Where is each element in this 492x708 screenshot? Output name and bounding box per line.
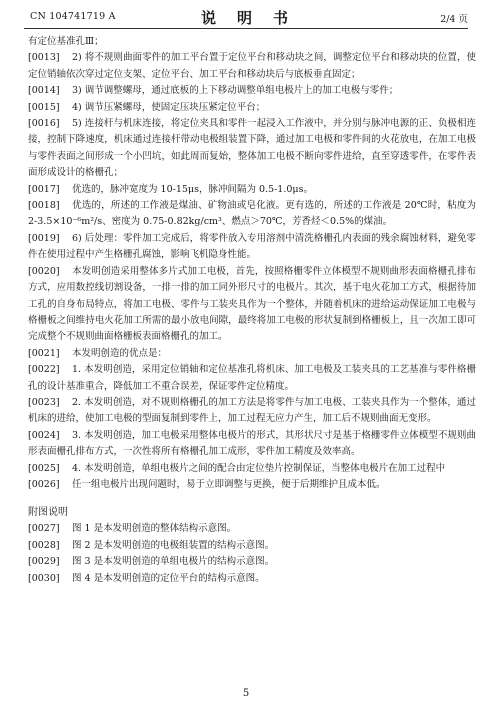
page-indicator: 2/4 页 [440,14,468,25]
paragraph-number: [0022] [28,364,60,376]
paragraph-0016 [28,116,476,182]
paragraph-text: 本发明创造采用整体多片式加工电极，首先，按照格栅零件立体模型不规则曲形表面格栅孔排布方式，应用数控线切割设备，一排一排的加工同外形尺寸的电极片。其次，基于电火花加工方式，根据待加工孔的自身布局特点，将加工电极、零件与工装夹具作为一个整体，并随着机床的进给运动保证加工电极与格栅板之间维持电火花加工所需的最小放电间隙，最终将加工电极的形状复制到格栅板上，且一次加工即可完成整个不规则曲面格栅板表面格栅孔的加工。 [28,265,476,343]
figure-text: 图 1 是本发明创造的整体结构示意图。 [72,523,237,535]
paragraph-text: 3) 调节调整螺母，通过底板的上下移动调整单组电极片上的加工电极与零件； [72,85,399,97]
paragraph-number: [0026] [28,478,60,490]
document-body [28,34,476,587]
paragraph-text: 5) 连接杆与机床连接，将定位夹具和零件一起浸入工作液中，并分别与脉冲电源的正、负极相连接，控制下降速度，机床通过连接杆带动电极组装置下降，通过加工电极和零件间的火花放电，在加工电极与零件表面之间形成一个小凹坑，如此周而复始，整体加工电极不断向零件进给，直至穿透零件，在零件表面形成设计的格栅孔； [28,118,476,179]
document-number: CN 104741719 A [30,11,116,22]
header-divider [24,28,468,29]
figure-description-0028 [28,538,476,554]
figure-text: 图 4 是本发明创造的定位平台的结构示意图。 [72,572,265,584]
paragraph-text: 2. 本发明创造，对不规则格栅孔的加工方法是将零件与加工电极、工装夹具作为一个整体，通过机床的进给，使加工电极的型面复制到零件上，加工过程无应力产生，加工后不规则曲面无变形。 [28,396,476,425]
paragraph-text: 4) 调节压紧螺母，使固定压块压紧定位平台； [72,101,266,113]
paragraph-0020 [28,264,476,346]
paragraph-number: [0018] [28,200,60,212]
paragraph-text: 4. 本发明创造，单组电极片之间的配合由定位垫片控制保证，当整体电极片在加工过程中 [72,462,446,474]
paragraph-text: 1. 本发明创造，采用定位销轴和定位基准孔将机床、加工电极及工装夹具的工艺基准与零件格栅孔的设计基准重合，降低加工不重合误差，保证零件定位精度。 [28,364,476,392]
figure-description-0030 [28,571,476,587]
paragraph-text: 6) 后处理：零件加工完成后，将零件放入专用溶剂中清洗格栅孔内表面的残余腐蚀材料，避免零件在使用过程中产生格栅孔腐蚀，影响飞机隐身性能。 [28,232,476,261]
paragraph-0017 [28,182,476,198]
page-number: 5 [242,688,250,699]
paragraph-0013 [28,50,476,83]
paragraph-0018 [28,198,476,231]
figure-description-0027 [28,521,476,537]
paragraph-continuation [28,34,476,50]
paragraph-number: [0013] [28,52,60,64]
paragraph-number: [0025] [28,462,60,474]
paragraph-0026 [28,477,476,493]
paragraph-text: 优选的，所述的工作液是煤油、矿物油或皂化液。更有选的，所述的工作液是 20℃时，粘度为 2-3.5×10⁻⁶m²/s、密度为 0.75-0.82kg/cm³、燃点＞70℃，芳香烃＜0.5%的煤油。 [28,200,476,228]
paragraph-0014 [28,83,476,99]
paragraph-text: 优选的，脉冲宽度为 10-15μs，脉冲间隔为 0.5-1.0μs。 [72,183,313,195]
paragraph-0023 [28,395,476,428]
figure-text: 图 3 是本发明创造的单组电极片的结构示意图。 [72,556,275,568]
paragraph-number: [0021] [28,347,60,359]
paragraph-number: [0029] [28,556,60,568]
paragraph-text: 有定位基准孔Ⅲ； [28,36,104,47]
paragraph-number: [0030] [28,572,60,584]
paragraph-number: [0014] [28,85,60,97]
paragraph-number: [0024] [28,429,60,441]
paragraph-number: [0020] [28,265,60,277]
paragraph-0024 [28,428,476,461]
paragraph-0022 [28,362,476,395]
document-title: 说 明 书 [200,9,291,27]
paragraph-text: 2) 将不规则曲面零件的加工平台置于定位平台和移动块之间，调整定位平台和移动块的位置，使定位销轴依次穿过定位支架、定位平台、加工平台和移动块后与底板垂直固定； [28,52,476,80]
paragraph-number: [0019] [28,232,60,244]
paragraph-text: 任一组电极片出现问题时，易于立即调整与更换，便于后期维护且成本低。 [72,478,386,490]
paragraph-text: 3. 本发明创造，加工电极采用整体电极片的形式，其形状尺寸是基于格栅零件立体模型不规则曲形表面栅孔排布方式，一次性将所有格栅孔加工成形，零件加工精度及效率高。 [28,429,476,458]
paragraph-number: [0023] [28,396,60,408]
paragraph-number: [0016] [28,118,60,130]
paragraph-number: [0017] [28,183,60,195]
paragraph-number: [0027] [28,523,60,535]
paragraph-number: [0028] [28,539,60,551]
section-heading: 附图说明 [28,507,68,519]
paragraph-0019 [28,231,476,264]
paragraph-0021 [28,346,476,362]
page-header [0,0,492,28]
figure-description-0029 [28,554,476,570]
paragraph-text: 本发明创造的优点是： [72,347,168,359]
figure-text: 图 2 是本发明创造的电极组装置的结构示意图。 [72,539,275,551]
paragraph-0025 [28,461,476,477]
paragraph-0015 [28,100,476,116]
paragraph-number: [0015] [28,101,60,113]
